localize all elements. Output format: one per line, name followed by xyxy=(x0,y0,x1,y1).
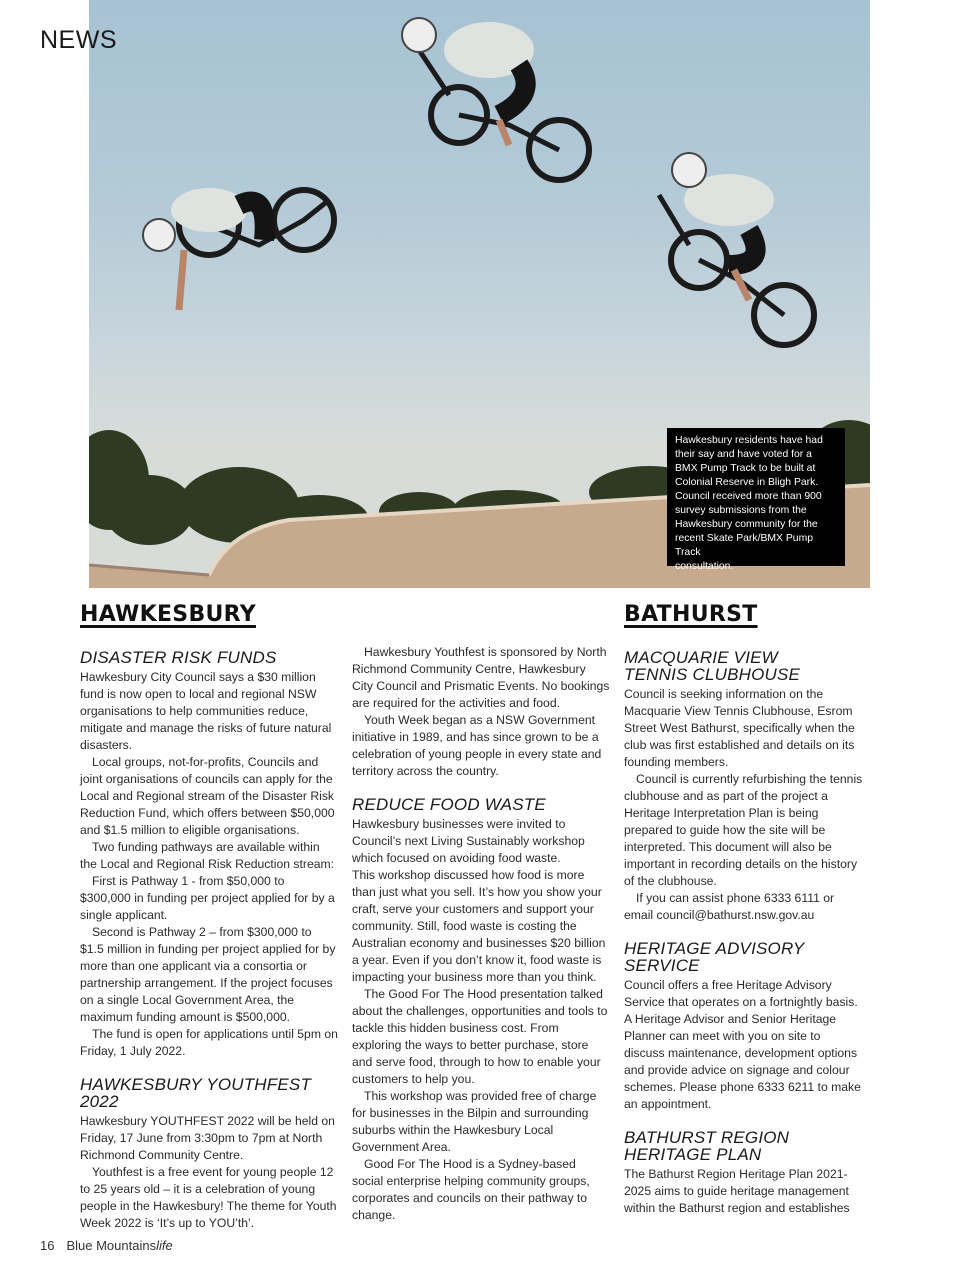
caption-line: BMX Pump Track to be built at xyxy=(675,463,816,474)
article-paragraph: This workshop was provided free of charge for businesses in the Bilpin and surrounding suburbs within the Hawkesbury Local Government Area. xyxy=(352,1089,597,1154)
article-paragraph: Two funding pathways are available within the Local and Regional Risk Reduction stream: xyxy=(80,840,335,871)
region-heading-hawkesbury: HAWKESBURY xyxy=(80,602,256,627)
article-paragraph: Good For The Hood is a Sydney-based social enterprise helping community groups, corporates and councils on their pathway to change. xyxy=(352,1157,590,1222)
article-heading: HAWKESBURY YOUTHFEST 2022 xyxy=(80,1075,312,1111)
article-paragraph: Local groups, not-for-profits, Councils and joint organisations of councils can apply for the Local and Regional stream of the Disaster Risk Reduction Fund, which offers between $50,000 and $1.5 million to eligible organisations. xyxy=(80,755,335,837)
page-number: 16 xyxy=(40,1238,55,1253)
column-3 xyxy=(624,600,864,1217)
article-heading-line: MACQUARIE VIEW xyxy=(624,648,778,667)
bmx-rider-right xyxy=(659,153,814,345)
article-paragraph: Youth Week began as a NSW Government initiative in 1989, and has since grown to be a celebration of young people in every state and territory across the country. xyxy=(352,713,602,778)
article-paragraph: First is Pathway 1 - from $50,000 to $300,000 in funding per project applied for by a single applicant. xyxy=(80,874,335,922)
caption-line: recent Skate Park/BMX Pump Track xyxy=(675,533,814,558)
region-heading-bathurst: BATHURST xyxy=(624,602,758,627)
article-heading xyxy=(624,649,864,683)
caption-line: consultation. xyxy=(675,561,734,572)
article-paragraph: Hawkesbury Youthfest is sponsored by North Richmond Community Centre, Hawkesbury City Council and Prismatic Events. No bookings are required for the activities and food. xyxy=(352,645,610,710)
article-paragraph: If you can assist phone 6333 6111 or email council@bathurst.nsw.gov.au xyxy=(624,891,835,922)
article-heading-line: SERVICE xyxy=(624,956,700,975)
article-paragraph: The Good For The Hood presentation talked about the challenges, opportunities and tools to tackle this hidden business cost. From exploring the ways to better purchase, store and serve food, through to how to enable your customers to help you. xyxy=(352,987,608,1086)
magazine-name-suffix: life xyxy=(156,1238,173,1253)
article-heading xyxy=(624,1129,864,1163)
article-heading-line: HERITAGE PLAN xyxy=(624,1145,762,1164)
article-paragraph: Hawkesbury businesses were invited to Council’s next Living Sustainably workshop which focused on avoiding food waste. xyxy=(352,817,585,865)
article-heading: DISASTER RISK FUNDS xyxy=(80,648,277,667)
magazine-name: Blue Mountains xyxy=(66,1238,157,1253)
article-heading-line: HERITAGE ADVISORY xyxy=(624,939,805,958)
photo-caption xyxy=(667,428,845,572)
column-1 xyxy=(80,600,338,1232)
section-label: NEWS xyxy=(40,26,117,54)
bmx-rider-left xyxy=(143,188,334,310)
article-paragraph: Second is Pathway 2 – from $300,000 to $1.5 million in funding per project applied for by more than one applicant via a consortia or partnership arrangement. If the project focuses on a single Local Government Area, the maximum funding amount is $500,000. xyxy=(80,925,336,1024)
caption-line: survey submissions from the xyxy=(675,505,807,516)
article-paragraph: This workshop discussed how food is more than just what you sell. It’s how you show your craft, serve your customers and support your community. Still, food waste is costing the Australian economy and businesses $20 billion a year. Even if you don’t know it, food waste is impacting your business more than you think. xyxy=(352,868,606,984)
caption-line: Council received more than 900 xyxy=(675,491,822,502)
article-heading: REDUCE FOOD WASTE xyxy=(352,795,546,814)
article-paragraph: Youthfest is a free event for young people 12 to 25 years old – it is a celebration of young people in the Hawkesbury! The theme for Youth Week 2022 is ‘It’s up to YOU’th’. xyxy=(80,1165,337,1230)
article-paragraph: Council is seeking information on the Macquarie View Tennis Clubhouse, Esrom Street West Bathurst, specifically when the club was first established and details on its founding members. xyxy=(624,687,855,769)
article-paragraph: Council offers a free Heritage Advisory Service that operates on a fortnightly basis. A Heritage Advisor and Senior Heritage Planner can meet with you on site to discuss maintenance, development options and provide advice on signage and colour schemes. Please phone 6333 6211 to make an appointment. xyxy=(624,978,861,1111)
article-paragraph: Council is currently refurbishing the tennis clubhouse and as part of the project a Heritage Interpretation Plan is being prepared to guide how the site will be interpreted. This document will also be important in recording details on the history of the clubhouse. xyxy=(624,772,863,888)
article-heading-line: TENNIS CLUBHOUSE xyxy=(624,665,801,684)
caption-line: Hawkesbury community for the xyxy=(675,519,818,530)
caption-line: Colonial Reserve in Bligh Park. xyxy=(675,477,819,488)
article-paragraph: The Bathurst Region Heritage Plan 2021-2025 aims to guide heritage management within the Bathurst region and establishes xyxy=(624,1167,850,1215)
bmx-rider-center xyxy=(402,18,589,180)
article-heading xyxy=(624,940,864,974)
page-footer xyxy=(40,1238,173,1253)
article-heading-line: BATHURST REGION xyxy=(624,1128,790,1147)
article-paragraph: Hawkesbury City Council says a $30 million fund is now open to local and regional NSW organisations to help communities reduce, mitigate and manage the risks of future natural disasters. xyxy=(80,670,332,752)
article-paragraph: The fund is open for applications until 5pm on Friday, 1 July 2022. xyxy=(80,1027,338,1058)
article-paragraph: Hawkesbury YOUTHFEST 2022 will be held on Friday, 17 June from 3:30pm to 7pm at North Richmond Community Centre. xyxy=(80,1114,335,1162)
column-2 xyxy=(352,644,610,1224)
caption-line: Hawkesbury residents have had xyxy=(675,435,823,446)
caption-line: their say and have voted for a xyxy=(675,449,812,460)
